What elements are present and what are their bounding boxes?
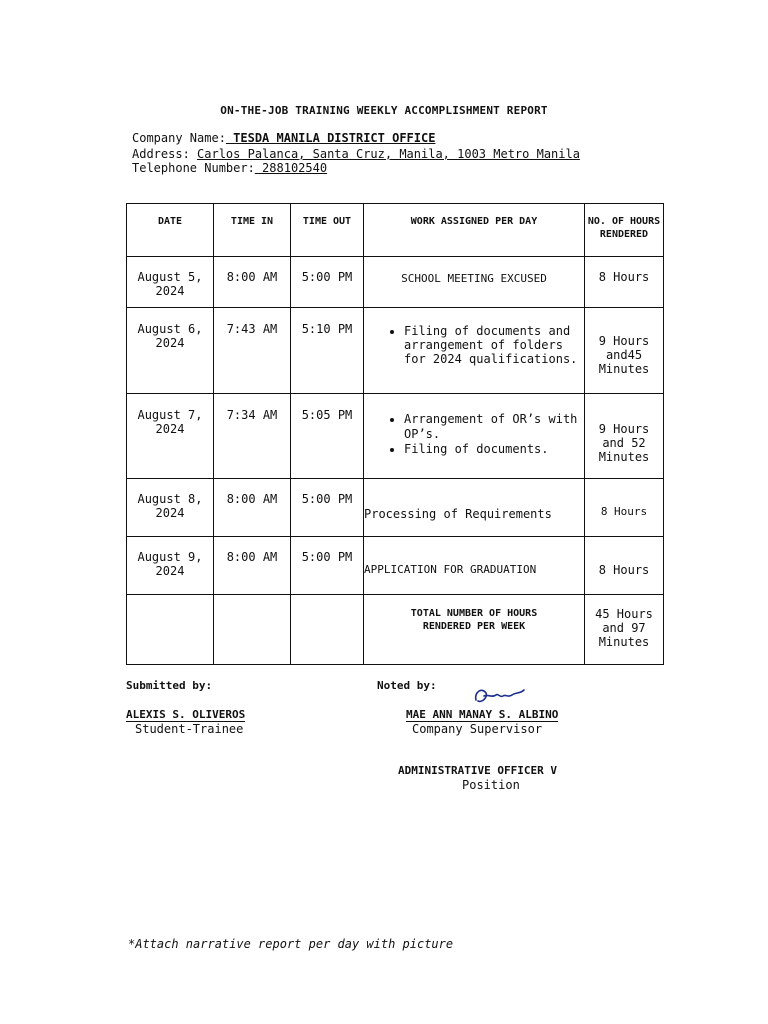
submitted-role: Student-Trainee: [135, 722, 244, 736]
list-item: • Filing of documents.: [404, 442, 584, 457]
total-label: TOTAL NUMBER OF HOURS RENDERED PER WEEK: [364, 595, 585, 665]
cell-work: [364, 394, 585, 479]
table-row: [127, 308, 664, 394]
list-item: • Filing of documents and arrangement of folders for 2024 qualifications.: [404, 324, 584, 366]
header-work: WORK ASSIGNED PER DAY: [364, 204, 585, 257]
telephone-value: 288102540: [254, 161, 328, 175]
cell-work: Processing of Requirements: [364, 479, 585, 537]
work-list: [364, 324, 584, 366]
list-item: • Arrangement of OR’s with OP’s.: [404, 412, 584, 442]
cell-time-in: 8:00 AM: [214, 537, 291, 595]
accomplishment-table: [126, 203, 664, 665]
position-title: ADMINISTRATIVE OFFICER V: [398, 764, 557, 777]
signature-mark: [470, 684, 530, 708]
cell-hours: 8 Hours: [585, 257, 664, 308]
cell-hours: 9 Hours and 52 Minutes: [585, 394, 664, 479]
cell-time-out: 5:05 PM: [291, 394, 364, 479]
work-list: [364, 412, 584, 457]
footnote: *Attach narrative report per day with picture: [128, 937, 454, 951]
cell-empty: [214, 595, 291, 665]
submitted-by-label: Submitted by:: [126, 679, 213, 692]
header-time-out: TIME OUT: [291, 204, 364, 257]
cell-time-out: 5:00 PM: [291, 537, 364, 595]
company-value: TESDA MANILA DISTRICT OFFICE: [225, 131, 436, 145]
cell-date: August 8, 2024: [127, 479, 214, 537]
noted-by-label: Noted by:: [377, 679, 437, 692]
report-title: ON-THE-JOB TRAINING WEEKLY ACCOMPLISHMENT REPORT: [220, 104, 548, 117]
company-label: Company Name:: [132, 131, 226, 145]
table-row: [127, 257, 664, 308]
address-line: [132, 147, 580, 161]
cell-time-in: 8:00 AM: [214, 257, 291, 308]
noted-name: MAE ANN MANAY S. ALBINO: [406, 708, 559, 721]
table-row: [127, 394, 664, 479]
cell-hours: 9 Hours and45 Minutes: [585, 308, 664, 394]
table-header-row: [127, 204, 664, 257]
cell-date: August 9, 2024: [127, 537, 214, 595]
cell-time-out: 5:10 PM: [291, 308, 364, 394]
table-row: [127, 479, 664, 537]
cell-hours: 8 Hours: [585, 537, 664, 595]
telephone-line: [132, 161, 327, 175]
cell-empty: [127, 595, 214, 665]
company-line: [132, 131, 435, 145]
header-hours: NO. OF HOURS RENDERED: [585, 204, 664, 257]
header-time-in: TIME IN: [214, 204, 291, 257]
cell-work: SCHOOL MEETING EXCUSED: [364, 257, 585, 308]
cell-date: August 6, 2024: [127, 308, 214, 394]
cell-work: APPLICATION FOR GRADUATION: [364, 537, 585, 595]
address-value: Carlos Palanca, Santa Cruz, Manila, 1003 Metro Manila: [197, 147, 580, 161]
cell-empty: [291, 595, 364, 665]
cell-date: August 7, 2024: [127, 394, 214, 479]
cell-time-out: 5:00 PM: [291, 479, 364, 537]
noted-role: Company Supervisor: [412, 722, 543, 736]
cell-time-in: 8:00 AM: [214, 479, 291, 537]
cell-hours: 8 Hours: [585, 479, 664, 537]
telephone-label: Telephone Number:: [132, 161, 255, 175]
cell-work: [364, 308, 585, 394]
table-total-row: [127, 595, 664, 665]
cell-date: August 5, 2024: [127, 257, 214, 308]
cell-time-in: 7:34 AM: [214, 394, 291, 479]
table-row: [127, 537, 664, 595]
address-label: Address:: [132, 147, 190, 161]
cell-time-in: 7:43 AM: [214, 308, 291, 394]
submitted-name: ALEXIS S. OLIVEROS: [126, 708, 246, 721]
cell-time-out: 5:00 PM: [291, 257, 364, 308]
total-value: 45 Hours and 97 Minutes: [585, 595, 664, 665]
position-label: Position: [462, 778, 520, 792]
header-date: DATE: [127, 204, 214, 257]
